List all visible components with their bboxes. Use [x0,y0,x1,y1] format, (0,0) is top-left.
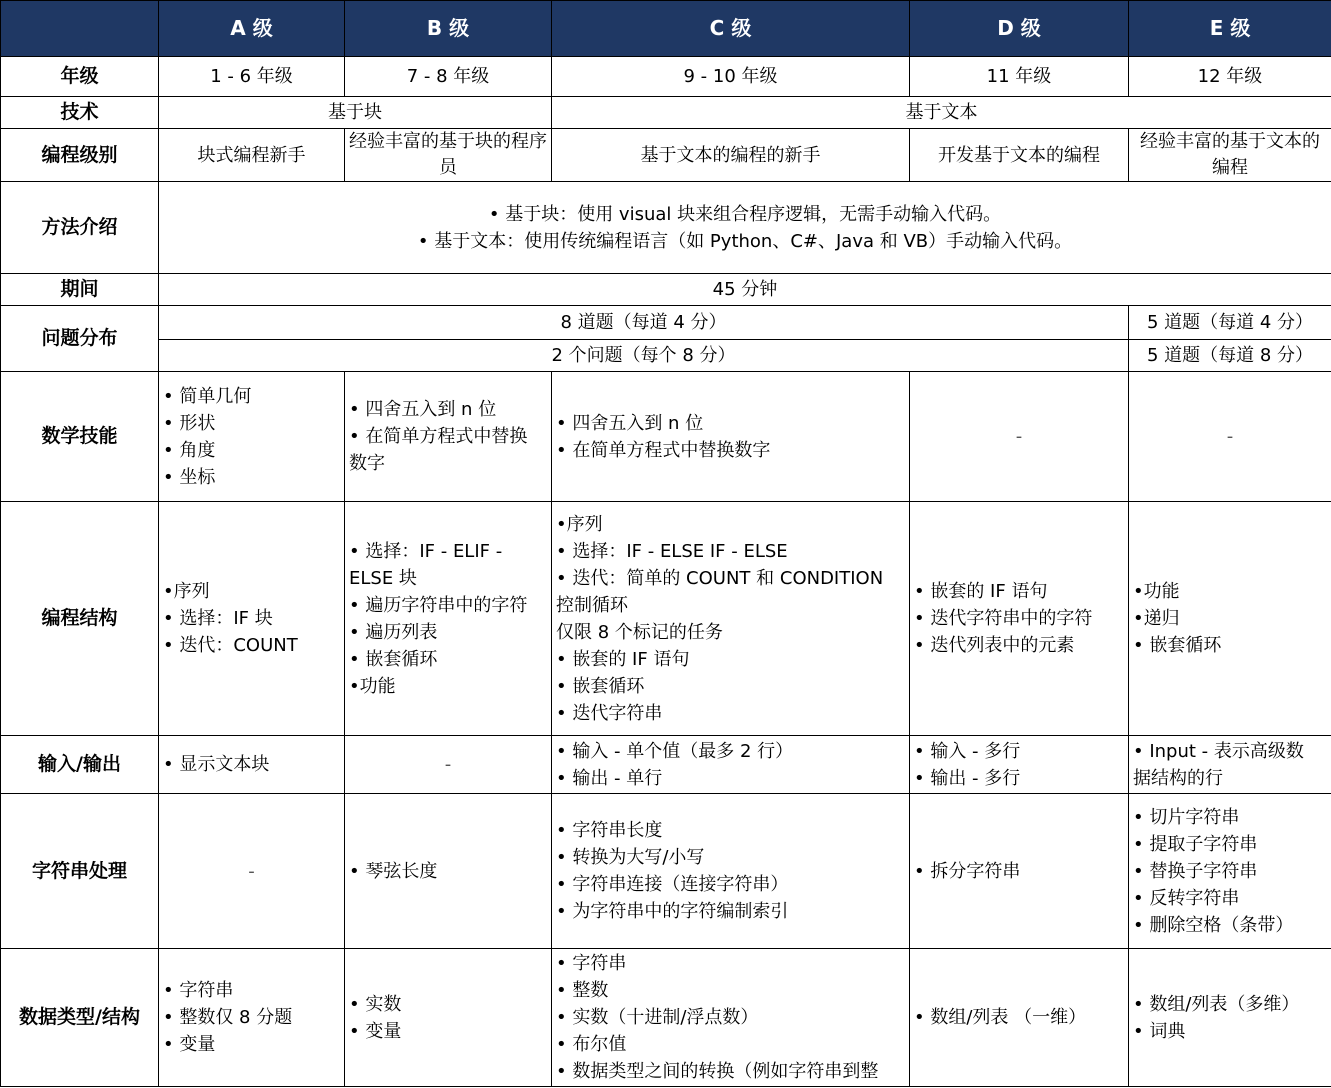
row-label-string: 字符串处理 [1,794,159,949]
structure-b-item: • 遍历字符串中的字符 [349,594,528,616]
header-level-d: D 级 [910,1,1129,57]
structure-d-item: • 迭代列表中的元素 [914,635,1075,656]
structure-c-item: • 嵌套循环 [556,675,645,697]
math-b-item: • 在简单方程式中替换 [349,426,528,447]
row-label-datatype: 数据类型/结构 [1,949,159,1087]
row-label-questions: 问题分布 [1,306,159,372]
math-b [345,372,552,502]
string-e-item: • 替换子字符串 [1133,860,1258,882]
structure-b-item: • 选择：IF - ELIF - [349,540,503,562]
questions-row-1 [1,306,1331,340]
questions-row-2 [1,340,1331,372]
io-c-item: • 输出 - 单行 [556,767,663,789]
string-a: - [159,794,345,949]
string-e-item: • 删除空格（条带） [1133,914,1294,936]
questions-r2-main: 2 个问题（每个 8 分） [159,340,1129,372]
row-label-structure: 编程结构 [1,502,159,736]
structure-b-item: • 遍历列表 [349,621,438,643]
datatype-b [345,949,552,1087]
string-e-item: • 提取子字符串 [1133,833,1258,855]
io-d-item: • 输出 - 多行 [914,767,1021,789]
prog-level-c: 基于文本的编程的新手 [552,129,910,182]
datatype-e-item: • 词典 [1133,1020,1186,1042]
structure-c-item: • 选择：IF - ELSE IF - ELSE [556,540,788,562]
prog-level-d: 开发基于文本的编程 [910,129,1129,182]
row-label-grade: 年级 [1,57,159,97]
string-c [552,794,910,949]
structure-d-item: • 嵌套的 IF 语句 [914,581,1048,602]
questions-r2-e: 5 道题（每道 8 分） [1129,340,1331,372]
structure-e-item: •功能 [1133,581,1180,602]
datatype-c-item: • 实数（十进制/浮点数） [556,1007,759,1028]
math-a-item: • 简单几何 [163,385,252,407]
datatype-a-item: • 字符串 [163,980,234,1001]
io-c [552,736,910,794]
prog-level-row [1,129,1331,182]
structure-b-item: • 嵌套循环 [349,648,438,670]
datatype-row [1,949,1331,1087]
header-corner [1,1,159,57]
datatype-a-item: • 变量 [163,1034,216,1055]
method-line-block: • 基于块：使用 visual 块来组合程序逻辑，无需手动输入代码。 [488,203,1002,225]
grade-e: 12 年级 [1129,57,1331,97]
header-level-c: C 级 [552,1,910,57]
string-e [1129,794,1331,949]
math-a-item: • 角度 [163,439,216,461]
structure-c-item: • 迭代字符串 [556,702,663,724]
questions-r1-e: 5 道题（每道 4 分） [1129,306,1331,340]
method-row [1,182,1331,274]
string-e-item: • 切片字符串 [1133,806,1240,828]
structure-b-item: •功能 [349,675,396,697]
string-c-item: • 字符串长度 [556,820,663,841]
prog-level-b: 经验丰富的基于块的程序员 [345,129,552,182]
string-b-item: • 琴弦长度 [349,860,438,882]
string-b [345,794,552,949]
row-label-duration: 期间 [1,274,159,306]
io-e-item: • Input - 表示高级数 [1133,740,1304,762]
method-content [159,182,1331,274]
math-e: - [1129,372,1331,502]
math-c-item: • 在简单方程式中替换数字 [556,439,771,461]
duration-row [1,274,1331,306]
prog-level-e: 经验丰富的基于文本的编程 [1129,129,1331,182]
structure-c-item: • 嵌套的 IF 语句 [556,648,690,670]
tech-block: 基于块 [159,97,552,129]
tech-text: 基于文本 [552,97,1331,129]
io-b: - [345,736,552,794]
method-line-text: • 基于文本：使用传统编程语言（如 Python、C#、Java 和 VB）手动输入代码。 [417,230,1073,252]
datatype-c-item: • 布尔值 [556,1034,627,1055]
datatype-b-item: • 实数 [349,993,402,1015]
grade-b: 7 - 8 年级 [345,57,552,97]
string-d-item: • 拆分字符串 [914,860,1021,882]
datatype-c [552,949,910,1087]
structure-row [1,502,1331,736]
tech-row [1,97,1331,129]
math-c [552,372,910,502]
structure-c-item: 控制循环 [556,594,628,616]
grade-row [1,57,1331,97]
math-a [159,372,345,502]
structure-e [1129,502,1331,736]
structure-a-item: •序列 [163,581,210,602]
datatype-d [910,949,1129,1087]
string-d [910,794,1129,949]
prog-level-a: 块式编程新手 [159,129,345,182]
grade-c: 9 - 10 年级 [552,57,910,97]
datatype-d-item: • 数组/列表 （一维） [914,1007,1087,1028]
string-row [1,794,1331,949]
io-row [1,736,1331,794]
grade-a: 1 - 6 年级 [159,57,345,97]
datatype-a-item: • 整数仅 8 分题 [163,1007,293,1028]
datatype-b-item: • 变量 [349,1020,402,1042]
string-e-item: • 反转字符串 [1133,887,1240,909]
math-a-item: • 坐标 [163,466,216,488]
structure-c-item: • 迭代：简单的 COUNT 和 CONDITION [556,567,884,589]
row-label-math: 数学技能 [1,372,159,502]
header-level-a: A 级 [159,1,345,57]
math-c-item: • 四舍五入到 n 位 [556,412,704,434]
string-c-item: • 为字符串中的字符编制索引 [556,901,789,922]
row-label-method: 方法介绍 [1,182,159,274]
io-e-item: 据结构的行 [1133,767,1223,789]
header-level-e: E 级 [1129,1,1331,57]
grade-d: 11 年级 [910,57,1129,97]
row-label-tech: 技术 [1,97,159,129]
structure-a-item: • 选择：IF 块 [163,608,273,629]
structure-c-item: •序列 [556,513,603,535]
datatype-c-item: • 整数 [556,980,609,1001]
structure-b [345,502,552,736]
datatype-c-item: • 字符串 [556,953,627,974]
structure-c-item: 仅限 8 个标记的任务 [556,621,723,643]
structure-e-item: • 嵌套循环 [1133,635,1222,656]
string-c-item: • 字符串连接（连接字符串） [556,874,789,895]
math-row [1,372,1331,502]
row-label-prog-level: 编程级别 [1,129,159,182]
structure-e-item: •递归 [1133,608,1180,629]
io-a-item: • 显示文本块 [163,754,270,775]
string-c-item: • 转换为大写/小写 [556,847,705,868]
questions-r1-main: 8 道题（每道 4 分） [159,306,1129,340]
duration-value: 45 分钟 [159,274,1331,306]
header-row [1,1,1331,57]
math-d: - [910,372,1129,502]
math-b-item: • 四舍五入到 n 位 [349,399,497,420]
structure-a-item: • 迭代：COUNT [163,635,298,656]
structure-b-item: ELSE 块 [349,567,417,589]
structure-d [910,502,1129,736]
structure-a [159,502,345,736]
datatype-a [159,949,345,1087]
datatype-e-item: • 数组/列表（多维） [1133,993,1300,1015]
row-label-io: 输入/输出 [1,736,159,794]
io-c-item: • 输入 - 单个值（最多 2 行） [556,740,794,762]
structure-c [552,502,910,736]
math-a-item: • 形状 [163,412,216,434]
io-d-item: • 输入 - 多行 [914,740,1021,762]
math-b-item: 数字 [349,453,385,474]
header-level-b: B 级 [345,1,552,57]
datatype-c-item: • 数据类型之间的转换（例如字符串到整 [556,1061,879,1082]
datatype-e [1129,949,1331,1087]
io-a [159,736,345,794]
io-e [1129,736,1331,794]
structure-d-item: • 迭代字符串中的字符 [914,608,1093,629]
io-d [910,736,1129,794]
